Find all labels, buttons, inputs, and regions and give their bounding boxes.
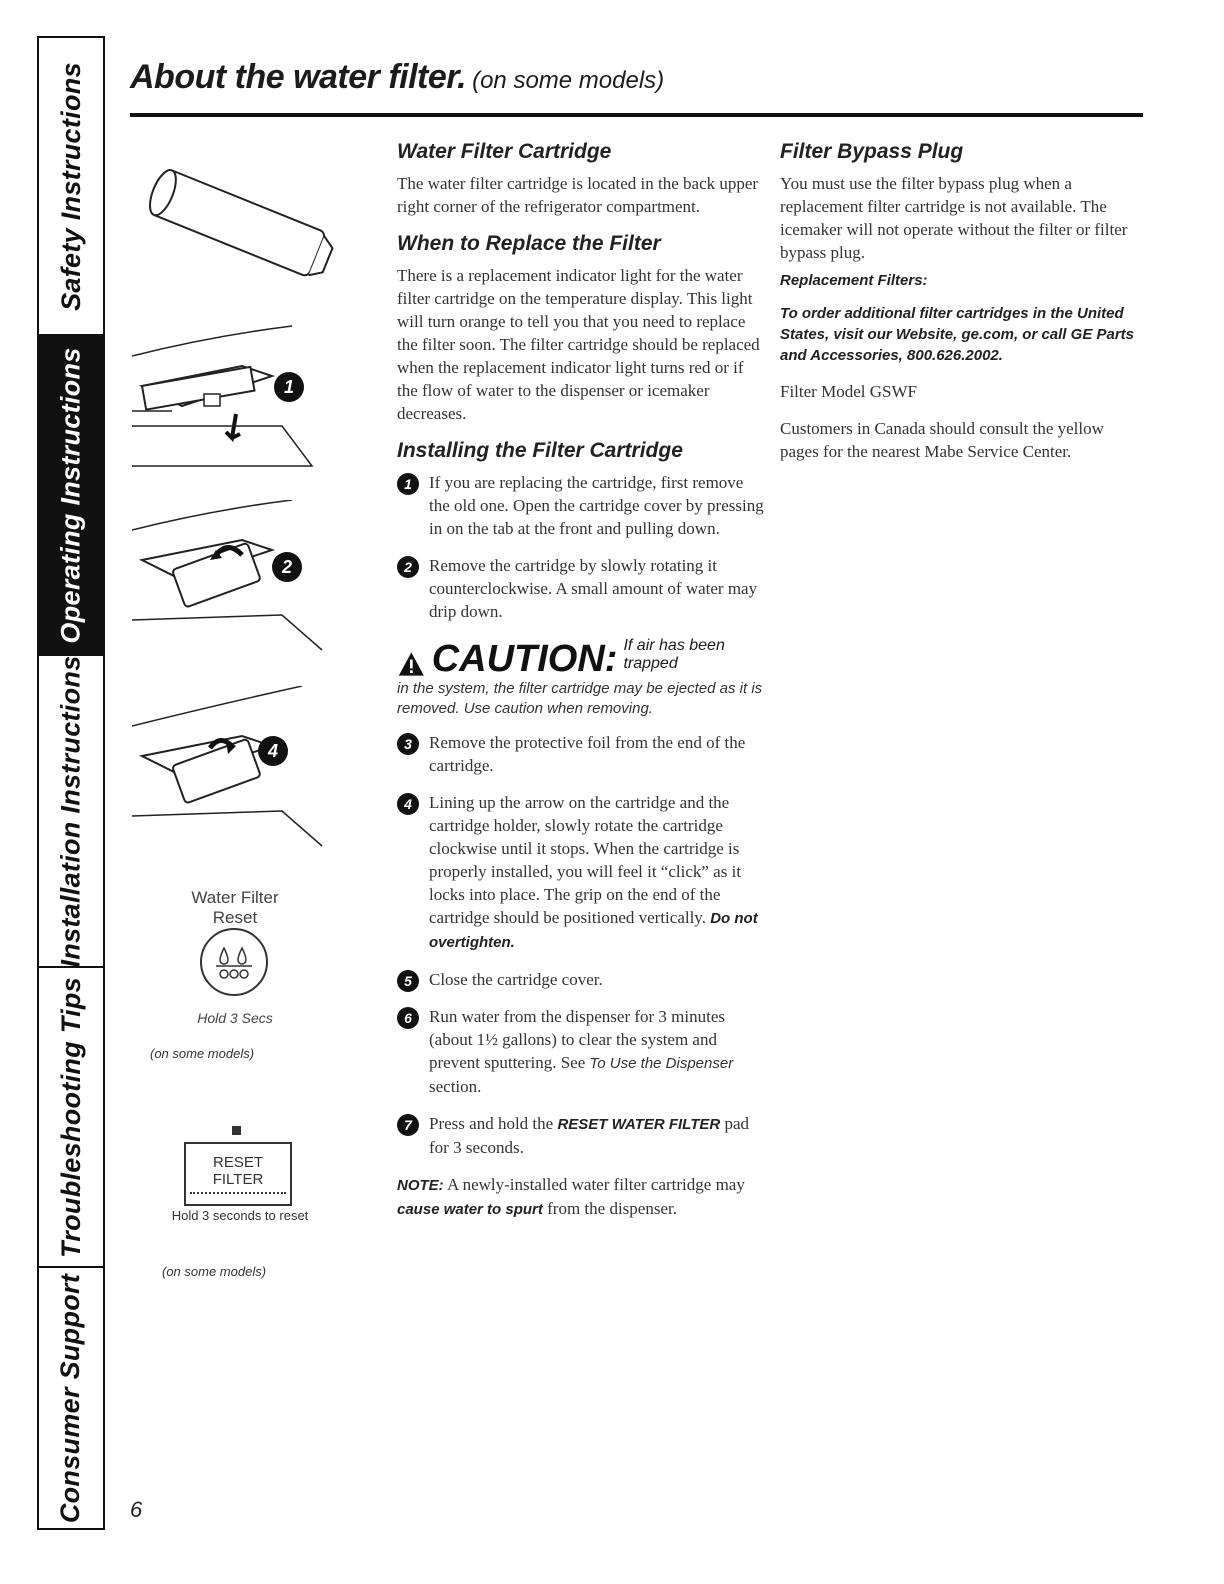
caution-lead: If air has been trapped <box>623 637 725 672</box>
warning-triangle-icon <box>397 649 426 679</box>
tab-label: Consumer Support <box>55 1273 86 1523</box>
page-number: 6 <box>130 1497 143 1522</box>
reset-water-filter-emphasis: RESET WATER FILTER <box>557 1116 721 1133</box>
reset-panel-subtitle: Reset <box>212 908 258 927</box>
reset-filter-hold: Hold 3 seconds to reset <box>171 1208 309 1223</box>
note-label: NOTE: <box>397 1177 444 1194</box>
step-text: Lining up the arrow on the cartridge and the cartridge holder, slowly rotate the cartridge clockwise until it stops. When the cartridge is properly installed, you will feel it “click” as it locks into place. The grip on the end of the cartridge should be positioned vertically. <box>429 793 742 927</box>
caution-label: CAUTION: <box>431 638 618 680</box>
water-drops-icon[interactable] <box>200 928 268 996</box>
caution-block <box>397 637 767 719</box>
dispenser-section-reference: To Use the Dispenser <box>589 1055 734 1072</box>
step-number: 6 <box>397 1007 419 1029</box>
order-filters-text: To order additional filter cartridges in the United States, visit our Website, ge.com, or call GE Parts and Accessories, 800.626.2002. <box>780 305 1135 364</box>
tab-label: Safety Instructions <box>55 61 86 311</box>
reset-filter-line1: RESET <box>212 1154 263 1171</box>
step-2-badge: 2 <box>272 552 302 582</box>
install-step-4 <box>397 791 767 954</box>
install-step-5 <box>397 968 767 991</box>
water-filter-cartridge-text: The water filter cartridge is located in the back upper right corner of the refrigerator compartment. <box>397 174 759 216</box>
reset-display-caption: (on some models) <box>162 1264 267 1279</box>
step-text: Run water from the dispenser for 3 minutes (about 1½ gallons) to clear the system and prevent sputtering. See <box>429 1007 726 1072</box>
install-note <box>397 1173 767 1221</box>
tab-safety-instructions[interactable] <box>39 38 103 336</box>
rotate-counterclockwise-illustration <box>132 500 337 660</box>
step-number: 2 <box>397 556 419 578</box>
page-title <box>130 58 664 97</box>
tab-label: Operating Instructions <box>55 346 86 644</box>
step-text: Remove the protective foil from the end of the cartridge. <box>429 733 746 775</box>
bypass-heading: Filter Bypass Plug <box>780 140 964 163</box>
step-emphasis: Do not overtighten. <box>429 910 758 951</box>
caution-text: in the system, the filter cartridge may be ejected as it is removed. Use caution when removing. <box>397 680 763 717</box>
step-number: 5 <box>397 970 419 992</box>
tab-operating-instructions[interactable] <box>39 336 103 656</box>
step-4-badge: 4 <box>258 736 288 766</box>
install-step-7 <box>397 1112 767 1159</box>
install-step-6 <box>397 1005 767 1098</box>
replacement-filters-heading: Replacement Filters: <box>780 272 928 289</box>
bypass-plug-column <box>780 140 1142 477</box>
step-text: Remove the cartridge by slowly rotating it counterclockwise. A small amount of water may drip down. <box>429 556 758 621</box>
tab-consumer-support[interactable] <box>39 1268 103 1528</box>
step-text-end: section. <box>429 1077 482 1096</box>
step-number: 1 <box>397 473 419 495</box>
install-step-1 <box>397 471 767 540</box>
tab-label: Troubleshooting Tips <box>55 976 86 1258</box>
note-emphasis: cause water to spurt <box>397 1201 543 1218</box>
reset-panel-caption: (on some models) <box>150 1046 255 1061</box>
indicator-light-icon <box>232 1126 241 1135</box>
filter-model: Filter Model GSWF <box>780 382 917 401</box>
reset-panel-title: Water Filter <box>191 888 279 907</box>
title-rule <box>130 113 1143 117</box>
tab-installation-instructions[interactable] <box>39 656 103 968</box>
step-text: Close the cartridge cover. <box>429 970 603 989</box>
step-1-badge: 1 <box>274 372 304 402</box>
reset-panel-hold: Hold 3 Secs <box>197 1010 273 1026</box>
installing-heading: Installing the Filter Cartridge <box>397 439 683 462</box>
step-number: 4 <box>397 793 419 815</box>
reset-filter-button[interactable] <box>184 1142 292 1206</box>
section-tab-bar <box>37 36 105 1530</box>
remove-cover-illustration <box>132 316 337 476</box>
step-text-end: pad for 3 seconds. <box>429 1114 750 1157</box>
tab-troubleshooting-tips[interactable] <box>39 968 103 1268</box>
step-number: 3 <box>397 733 419 755</box>
bypass-text: You must use the filter bypass plug when a replacement filter cartridge is not available. The icemaker will not operate without the filter or filter bypass plug. <box>780 174 1128 262</box>
filter-instructions-column <box>397 140 767 1235</box>
when-to-replace-text: There is a replacement indicator light for the water filter cartridge on the temperature display. This light will turn orange to tell you that you need to replace the filter soon. The filter cartridge should be replaced when the replacement indicator light turns red or if the flow of water to the dispenser or icemaker decreases. <box>397 266 760 423</box>
canada-customers-text: Customers in Canada should consult the yellow pages for the nearest Mabe Service Center. <box>780 419 1104 461</box>
reset-filter-line2: FILTER <box>212 1171 264 1188</box>
water-filter-reset-panel <box>150 888 320 1028</box>
install-step-3 <box>397 731 767 777</box>
note-text: A newly-installed water filter cartridge may <box>446 1175 745 1194</box>
install-step-2 <box>397 554 767 623</box>
step-text: If you are replacing the cartridge, first remove the old one. Open the cartridge cover by pressing in on the tab at the front and pulling down. <box>429 473 764 538</box>
page-title-main: About the water filter. <box>130 58 467 96</box>
page-title-subtitle: (on some models) <box>472 67 665 94</box>
when-to-replace-heading: When to Replace the Filter <box>397 232 661 255</box>
cartridge-illustration <box>136 140 341 300</box>
reset-filter-display <box>150 1120 330 1230</box>
step-text: Press and hold the <box>429 1114 554 1133</box>
water-filter-cartridge-heading: Water Filter Cartridge <box>397 140 612 163</box>
tab-label: Installation Instructions <box>55 654 86 968</box>
rotate-clockwise-illustration <box>132 686 337 851</box>
step-number: 7 <box>397 1114 419 1136</box>
note-text-end: from the dispenser. <box>547 1199 677 1218</box>
